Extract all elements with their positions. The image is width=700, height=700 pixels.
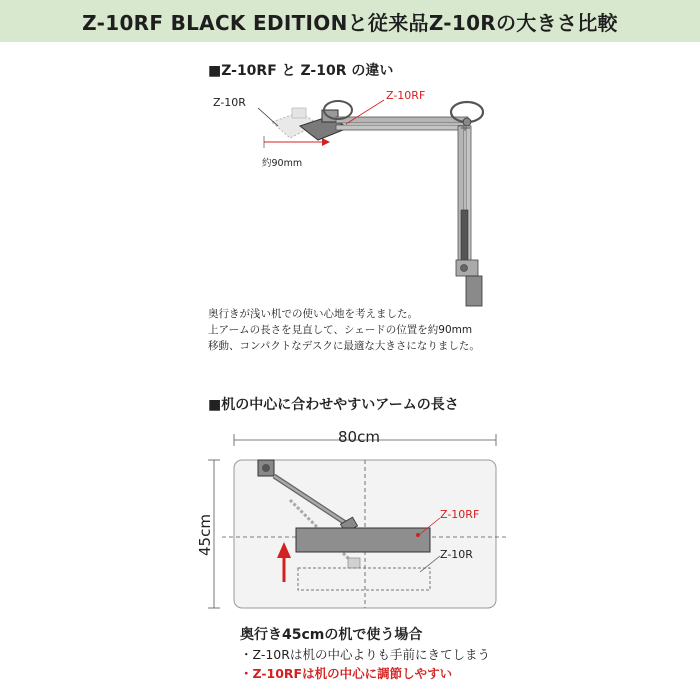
z10rf-label: Z-10RF [386, 89, 426, 102]
notes-title: 奥行き45cmの机で使う場合 [240, 627, 423, 643]
z10r-label: Z-10R [213, 96, 246, 109]
z10rf-top-label: Z-10RF [440, 508, 480, 521]
offset-label: 約90mm [262, 158, 303, 169]
z10r-top-label: Z-10R [440, 548, 473, 561]
lower-arm [458, 126, 471, 266]
banner-title: Z-10RF BLACK EDITIONと従来品Z-10Rの大きさ比較 [82, 10, 618, 35]
note-z10r: ・Z-10Rは机の中心よりも手前にきてしまう [240, 647, 490, 662]
lamp-base [456, 260, 482, 306]
width-label: 80cm [338, 428, 380, 446]
section1-description [208, 306, 480, 354]
usage-notes [240, 626, 490, 683]
z10rf-top-shade [296, 528, 430, 552]
depth-label: 45cm [196, 514, 214, 556]
description-line: 上アームの長さを見直して、シェードの位置を約90mm [208, 324, 473, 336]
desk-clamp [258, 460, 274, 476]
note-z10rf: ・Z-10RFは机の中心に調節しやすい [240, 666, 453, 681]
section1-heading: ■Z-10RF と Z-10R の違い [208, 63, 394, 79]
description-line: 奥行きが浅い机での使い心地を考えました。 [208, 308, 418, 320]
z10r-leader-line [258, 108, 278, 126]
section2-heading: ■机の中心に合わせやすいアームの長さ [208, 397, 459, 413]
description-line: 移動、コンパクトなデスクに最適な大きさになりました。 [208, 340, 480, 352]
